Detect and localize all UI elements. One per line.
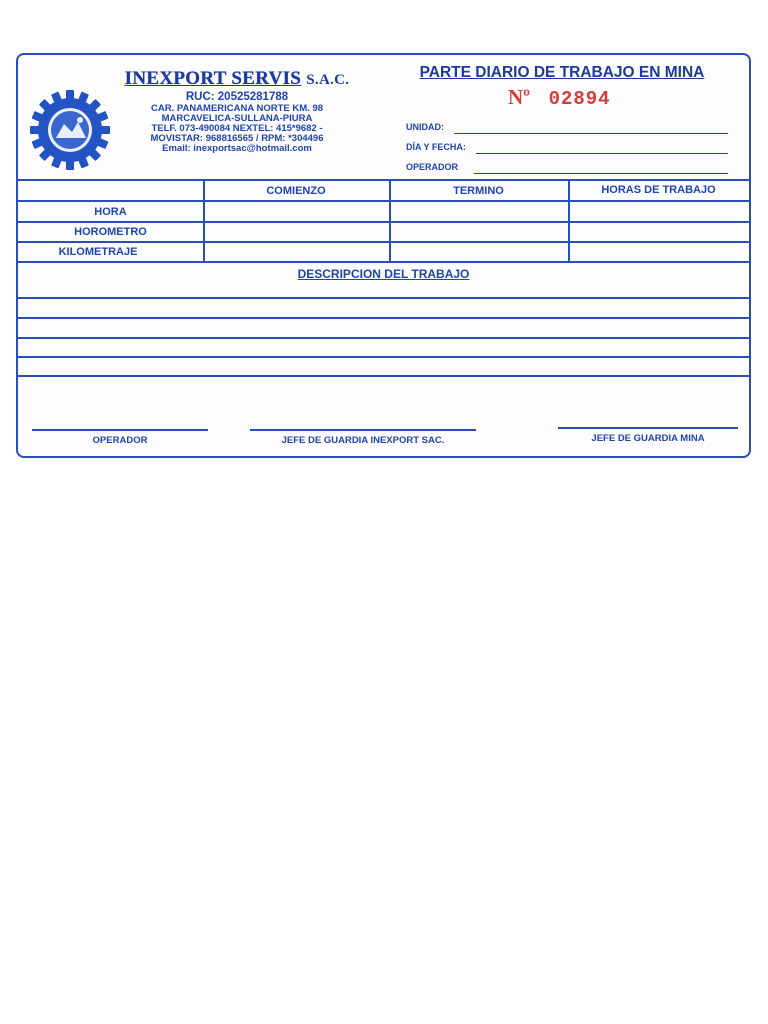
company-name: INEXPORT SERVIS S.A.C. [124,68,350,89]
operador-field[interactable] [406,162,728,176]
horometro-comienzo-cell[interactable] [205,223,388,240]
hora-horas-cell[interactable] [570,202,748,220]
table-top-border [18,179,749,181]
description-line[interactable] [18,337,749,339]
horometro-termino-cell[interactable] [391,223,567,240]
company-city: MARCAVELICA-SULLANA-PIURA [161,113,313,124]
unidad-field[interactable] [406,122,728,136]
kilometraje-comienzo-cell[interactable] [205,243,388,260]
description-line[interactable] [18,297,749,299]
row-label-kilometraje: KILOMETRAJE [58,246,138,258]
kilometraje-horas-cell[interactable] [570,243,748,260]
company-logo-icon [28,88,112,172]
dia-fecha-field[interactable] [406,142,728,156]
dia-fecha-line [476,153,728,154]
column-header-comienzo: COMIENZO [266,185,326,197]
row-label-hora: HORA [94,206,127,218]
hora-comienzo-cell[interactable] [205,202,388,220]
signature-label-jefe-inexport: JEFE DE GUARDIA INEXPORT SAC. [281,435,445,446]
description-line[interactable] [18,375,749,377]
kilometraje-termino-cell[interactable] [391,243,567,260]
column-header-termino: TERMINO [453,185,504,197]
company-address: CAR. PANAMERICANA NORTE KM. 98 [150,103,324,114]
document-number [508,85,611,110]
operador-line [474,173,728,174]
signature-line-jefe-inexport[interactable] [250,429,476,431]
signature-label-jefe-mina: JEFE DE GUARDIA MINA [591,433,705,444]
description-line[interactable] [18,356,749,358]
number-value: 02894 [548,88,611,110]
hora-termino-cell[interactable] [391,202,567,220]
horometro-horas-cell[interactable] [570,223,748,240]
work-report-form [16,53,751,458]
unidad-label: UNIDAD: [406,122,444,132]
company-phones: TELF. 073-490084 NEXTEL: 415*9682 - [151,123,323,134]
description-title: DESCRIPCION DEL TRABAJO [297,267,470,281]
company-mobile: MOVISTAR: 968816565 / RPM: *304496 [150,133,324,144]
company-email: Email: inexportsac@hotmail.com [162,143,312,154]
unidad-line [454,133,728,134]
signature-line-jefe-mina[interactable] [558,427,738,429]
operador-label: OPERADOR [406,162,459,172]
column-header-horas: HORAS DE TRABAJO [601,184,716,196]
number-prefix: Nº [508,85,531,109]
row-label-horometro: HOROMETRO [74,226,147,238]
document-title: PARTE DIARIO DE TRABAJO EN MINA [419,64,705,81]
dia-fecha-label: DÍA Y FECHA: [406,142,466,152]
company-ruc: RUC: 20525281788 [185,91,289,103]
table-bottom-border [18,261,749,263]
description-line[interactable] [18,317,749,319]
signature-label-operador: OPERADOR [92,435,148,446]
signature-line-operador[interactable] [32,429,208,431]
